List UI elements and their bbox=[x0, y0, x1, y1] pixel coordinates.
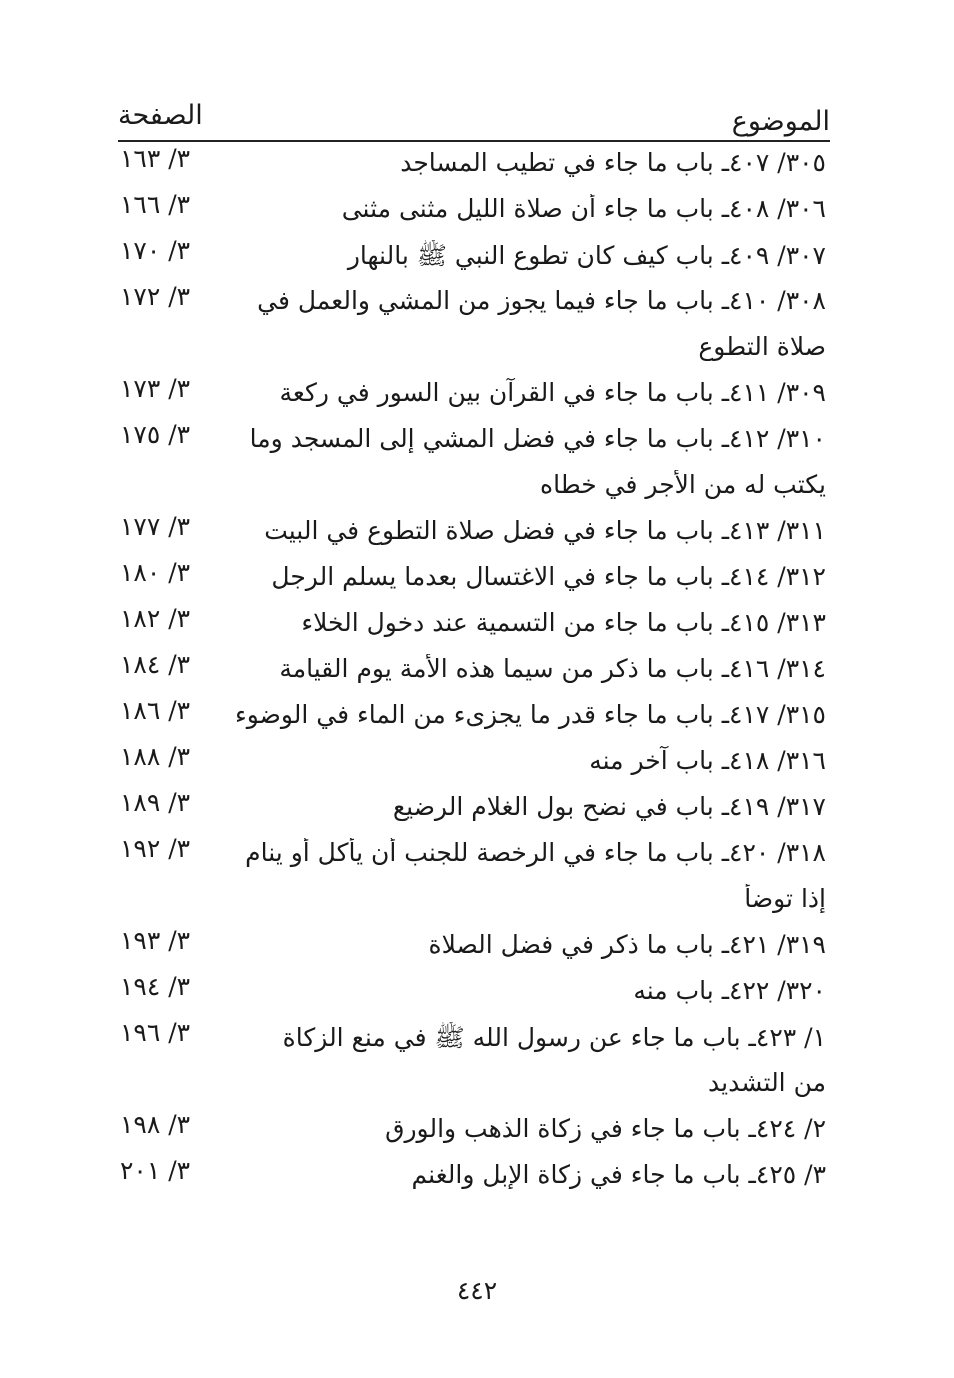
index-entry bbox=[0, 742, 954, 788]
entry-page-ref: ٣/ ١٩٤ bbox=[120, 972, 191, 1001]
entry-topic: صلاة التطوع bbox=[698, 332, 826, 361]
index-entry bbox=[0, 972, 954, 1018]
entry-topic: ٣١٦/ ٤١٨ـ باب آخر منه bbox=[589, 746, 826, 775]
index-entry bbox=[0, 282, 954, 328]
entry-page-ref: ٣/ ١٩٣ bbox=[120, 926, 191, 955]
entry-page-ref: ٣/ ١٨٤ bbox=[120, 650, 191, 679]
index-entry bbox=[0, 512, 954, 558]
page-number: ٤٤٢ bbox=[456, 1276, 498, 1305]
index-entry bbox=[0, 420, 954, 466]
entry-page-ref: ٣/ ١٩٢ bbox=[120, 834, 191, 863]
index-entry bbox=[0, 190, 954, 236]
index-entry bbox=[0, 834, 954, 880]
entry-topic: ٣١٤/ ٤١٦ـ باب ما ذكر من سيما هذه الأمة يوم القيامة bbox=[279, 654, 826, 683]
index-entry bbox=[0, 1064, 954, 1110]
entry-page-ref: ٣/ ١٨٠ bbox=[120, 558, 191, 587]
index-entry bbox=[0, 374, 954, 420]
entry-topic: إذا توضأ bbox=[744, 884, 826, 913]
entry-topic: ٣٠٥/ ٤٠٧ـ باب ما جاء في تطيب المساجد bbox=[400, 148, 826, 177]
entry-topic: يكتب له من الأجر في خطاه bbox=[540, 470, 826, 499]
entry-topic: ٣٠٩/ ٤١١ـ باب ما جاء في القرآن بين السور في ركعة bbox=[279, 378, 826, 407]
index-entry bbox=[0, 328, 954, 374]
entry-page-ref: ٣/ ٢٠١ bbox=[120, 1156, 191, 1185]
entry-page-ref: ٣/ ١٨٦ bbox=[120, 696, 191, 725]
entry-topic: ٣٢٠/ ٤٢٢ـ باب منه bbox=[633, 976, 826, 1005]
entry-topic: ٣١٠/ ٤١٢ـ باب ما جاء في فضل المشي إلى المسجد وما bbox=[249, 424, 826, 453]
index-entry bbox=[0, 1110, 954, 1156]
page-column-header: الصفحة bbox=[118, 100, 203, 131]
entry-topic: ٢/ ٤٢٤ـ باب ما جاء في زكاة الذهب والورق bbox=[385, 1114, 826, 1143]
entry-page-ref: ٣/ ١٨٩ bbox=[120, 788, 191, 817]
topic-column-header: الموضوع bbox=[731, 106, 830, 137]
header-rule bbox=[118, 140, 830, 142]
entry-page-ref: ٣/ ١٦٦ bbox=[120, 190, 191, 219]
entry-page-ref: ٣/ ١٧٧ bbox=[120, 512, 191, 541]
entry-topic: ٣/ ٤٢٥ـ باب ما جاء في زكاة الإبل والغنم bbox=[411, 1160, 826, 1189]
entry-page-ref: ٣/ ١٧٢ bbox=[120, 282, 191, 311]
entry-topic: من التشديد bbox=[708, 1068, 826, 1097]
index-entry bbox=[0, 788, 954, 834]
index-entry bbox=[0, 650, 954, 696]
entry-topic: ٣٠٦/ ٤٠٨ـ باب ما جاء أن صلاة الليل مثنى مثنى bbox=[341, 194, 826, 223]
entry-topic: ٣١٧/ ٤١٩ـ باب في نضح بول الغلام الرضيع bbox=[392, 792, 826, 821]
entry-page-ref: ٣/ ١٨٢ bbox=[120, 604, 191, 633]
entry-page-ref: ٣/ ١٨٨ bbox=[120, 742, 191, 771]
index-entry bbox=[0, 236, 954, 282]
index-entry bbox=[0, 696, 954, 742]
entry-topic: ٣٠٨/ ٤١٠ـ باب ما جاء فيما يجوز من المشي والعمل في bbox=[257, 286, 826, 315]
entry-page-ref: ٣/ ١٧٣ bbox=[120, 374, 191, 403]
entry-topic: ٣١١/ ٤١٣ـ باب ما جاء في فضل صلاة التطوع في البيت bbox=[264, 516, 826, 545]
entry-page-ref: ٣/ ١٧٥ bbox=[120, 420, 191, 449]
index-entry bbox=[0, 144, 954, 190]
index-entry bbox=[0, 604, 954, 650]
entry-topic: ١/ ٤٢٣ـ باب ما جاء عن رسول الله ﷺ في منع الزكاة bbox=[282, 1023, 826, 1052]
entry-page-ref: ٣/ ١٧٠ bbox=[120, 236, 191, 265]
entry-topic: ٣١٣/ ٤١٥ـ باب ما جاء من التسمية عند دخول الخلاء bbox=[301, 608, 826, 637]
index-entry bbox=[0, 1018, 954, 1064]
entry-page-ref: ٣/ ١٦٣ bbox=[120, 144, 191, 173]
entry-page-ref: ٣/ ١٩٨ bbox=[120, 1110, 191, 1139]
index-entry bbox=[0, 926, 954, 972]
entry-topic: ٣١٢/ ٤١٤ـ باب ما جاء في الاغتسال بعدما يسلم الرجل bbox=[271, 562, 826, 591]
index-entry bbox=[0, 558, 954, 604]
index-entry bbox=[0, 466, 954, 512]
entry-topic: ٣٠٧/ ٤٠٩ـ باب كيف كان تطوع النبي ﷺ بالنهار bbox=[347, 241, 826, 270]
index-entry bbox=[0, 880, 954, 926]
index-entry bbox=[0, 1156, 954, 1202]
entry-topic: ٣١٩/ ٤٢١ـ باب ما ذكر في فضل الصلاة bbox=[428, 930, 826, 959]
entry-topic: ٣١٨/ ٤٢٠ـ باب ما جاء في الرخصة للجنب أن يأكل أو ينام bbox=[245, 838, 826, 867]
entry-topic: ٣١٥/ ٤١٧ـ باب ما جاء قدر ما يجزىء من الماء في الوضوء bbox=[234, 700, 826, 729]
index-list bbox=[0, 144, 954, 1202]
entry-page-ref: ٣/ ١٩٦ bbox=[120, 1018, 191, 1047]
